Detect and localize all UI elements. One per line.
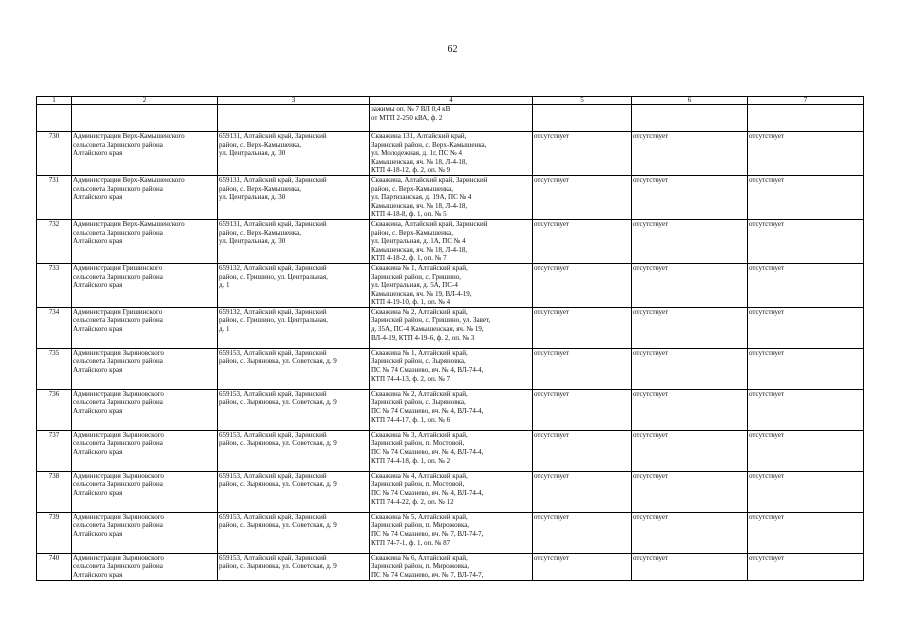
continuation-row xyxy=(37,105,864,132)
table-row xyxy=(37,263,864,307)
cell-col7: отсутствует xyxy=(748,307,864,348)
cell-object: Скважина № 2, Алтайский край, Заринский район, с. Зыряновка, ПС № 74 Смазнево, яч. № 4, ВЛ-74-4, КТП 74-4-17, ф. 1, оп. № 6 xyxy=(370,389,533,430)
cell-number: 734 xyxy=(37,307,72,348)
cell-address: 659153, Алтайский край, Заринский район, с. Зыряновка, ул. Советская, д. 9 xyxy=(218,553,370,580)
cell-col7: отсутствует xyxy=(748,263,864,307)
cell-owner: Администрация Зыряновского сельсовета Заринского района Алтайского края xyxy=(72,512,218,553)
cell-object: зажимы оп. № 7 ВЛ 0,4 кВ от МТП 2-250 кВА, ф. 2 xyxy=(370,105,533,132)
cell-number: 738 xyxy=(37,471,72,512)
cell-number: 731 xyxy=(37,175,72,219)
cell-col5 xyxy=(533,105,632,132)
cell-col5: отсутствует xyxy=(533,348,632,389)
table-row xyxy=(37,553,864,580)
table-row xyxy=(37,175,864,219)
cell-owner: Администрация Гришинского сельсовета Заринского района Алтайского края xyxy=(72,307,218,348)
cell-col5: отсутствует xyxy=(533,219,632,263)
column-header: 5 xyxy=(533,97,632,105)
table-row xyxy=(37,389,864,430)
header-row xyxy=(37,97,864,105)
cell-object: Скважина № 1, Алтайский край, Заринский район, с. Зыряновка, ПС № 74 Смазнево, яч. № 4, ВЛ-74-4, КТП 74-4-13, ф. 2, оп. № 7 xyxy=(370,348,533,389)
cell-col6: отсутствует xyxy=(632,219,748,263)
cell-col5: отсутствует xyxy=(533,430,632,471)
cell-object: Скважина № 6, Алтайский край, Заринский район, п. Мирожовка, ПС № 74 Смазнево, яч. № 7, ВЛ-74-7, xyxy=(370,553,533,580)
registry-table xyxy=(36,96,864,581)
cell-owner: Администрация Верх-Камышенского сельсовета Заринского района Алтайского края xyxy=(72,132,218,176)
cell-number: 732 xyxy=(37,219,72,263)
cell-col6: отсутствует xyxy=(632,307,748,348)
cell-address: 659153, Алтайский край, Заринский район, с. Зыряновка, ул. Советская, д. 9 xyxy=(218,389,370,430)
cell-col6: отсутствует xyxy=(632,175,748,219)
column-header: 1 xyxy=(37,97,72,105)
column-header: 2 xyxy=(72,97,218,105)
column-header: 4 xyxy=(370,97,533,105)
cell-col7: отсутствует xyxy=(748,132,864,176)
cell-col5: отсутствует xyxy=(533,175,632,219)
cell-col6: отсутствует xyxy=(632,348,748,389)
cell-object: Скважина № 3, Алтайский край, Заринский район, п. Мостовой, ПС № 74 Смазнево, яч. № 4, ВЛ-74-4, КТП 74-4-18, ф. 1, оп. № 2 xyxy=(370,430,533,471)
cell-address: 659131, Алтайский край, Заринский район, с. Верх-Камышенка, ул. Центральная, д. 30 xyxy=(218,175,370,219)
cell-owner: Администрация Зыряновского сельсовета Заринского района Алтайского края xyxy=(72,471,218,512)
cell-owner: Администрация Гришинского сельсовета Заринского района Алтайского края xyxy=(72,263,218,307)
cell-object: Скважина № 5, Алтайский край, Заринский район, п. Мирожовка, ПС № 74 Смазнево, яч. № 7, ВЛ-74-7, КТП 74-7-1, ф. 1, оп. № 87 xyxy=(370,512,533,553)
cell-owner: Администрация Зыряновского сельсовета Заринского района Алтайского края xyxy=(72,348,218,389)
cell-col5: отсутствует xyxy=(533,553,632,580)
cell-col7: отсутствует xyxy=(748,348,864,389)
cell-col7: отсутствует xyxy=(748,175,864,219)
cell-col5: отсутствует xyxy=(533,512,632,553)
cell-col7: отсутствует xyxy=(748,430,864,471)
cell-col6: отсутствует xyxy=(632,512,748,553)
cell-number: 739 xyxy=(37,512,72,553)
cell-col5: отсутствует xyxy=(533,132,632,176)
cell-col6: отсутствует xyxy=(632,430,748,471)
cell-owner: Администрация Верх-Камышенского сельсовета Заринского района Алтайского края xyxy=(72,219,218,263)
cell-object: Скважина № 2, Алтайский край, Заринский район, с. Гришино, ул. Завет, д. 35А, ПС-4 Камышенская, яч. № 19, ВЛ-4-19, КТП 4-19-6, ф. 2, оп. № 3 xyxy=(370,307,533,348)
table-row xyxy=(37,512,864,553)
cell-number: 735 xyxy=(37,348,72,389)
cell-owner: Администрация Зыряновского сельсовета Заринского района Алтайского края xyxy=(72,430,218,471)
cell-col6: отсутствует xyxy=(632,471,748,512)
cell-address: 659153, Алтайский край, Заринский район, с. Зыряновка, ул. Советская, д. 9 xyxy=(218,471,370,512)
cell-address: 659131, Алтайский край, Заринский район, с. Верх-Камышенка, ул. Центральная, д. 30 xyxy=(218,219,370,263)
column-header: 6 xyxy=(632,97,748,105)
cell-address: 659153, Алтайский край, Заринский район, с. Зыряновка, ул. Советская, д. 9 xyxy=(218,430,370,471)
cell-address: 659132, Алтайский край, Заринский район, с. Гришино, ул. Центральная, д. 1 xyxy=(218,263,370,307)
table-row xyxy=(37,430,864,471)
cell-number: 737 xyxy=(37,430,72,471)
table-row xyxy=(37,471,864,512)
cell-address: 659131, Алтайский край, Заринский район, с. Верх-Камышенка, ул. Центральная, д. 30 xyxy=(218,132,370,176)
cell-col7: отсутствует xyxy=(748,471,864,512)
cell-col5: отсутствует xyxy=(533,471,632,512)
cell-col5: отсутствует xyxy=(533,307,632,348)
cell-address: 659132, Алтайский край, Заринский район, с. Гришино, ул. Центральная, д. 1 xyxy=(218,307,370,348)
cell-col5: отсутствует xyxy=(533,263,632,307)
cell-owner xyxy=(72,105,218,132)
cell-object: Скважина № 1, Алтайский край, Заринский район, с. Гришино, ул. Центральная, д. 5А, ПС-4 Камышенская, яч. № 19, ВЛ-4-19, КТП 4-19-10, ф. 1, оп. № 4 xyxy=(370,263,533,307)
cell-number: 736 xyxy=(37,389,72,430)
cell-col6: отсутствует xyxy=(632,553,748,580)
cell-number: 733 xyxy=(37,263,72,307)
cell-address: 659153, Алтайский край, Заринский район, с. Зыряновка, ул. Советская, д. 9 xyxy=(218,512,370,553)
cell-col5: отсутствует xyxy=(533,389,632,430)
cell-object: Скважина 131, Алтайский край, Заринский район, с. Верх-Камышенка, ул. Молодежная, д. 1г, ПС № 4 Камышенская, яч. № 18, Л-4-18, КТП 4-18-12, ф. 2, оп. № 9 xyxy=(370,132,533,176)
page-number: 62 xyxy=(447,44,458,55)
cell-number: 730 xyxy=(37,132,72,176)
cell-col6: отсутствует xyxy=(632,263,748,307)
cell-number: 740 xyxy=(37,553,72,580)
cell-col6 xyxy=(632,105,748,132)
cell-col7: отсутствует xyxy=(748,553,864,580)
table-row xyxy=(37,219,864,263)
column-header: 7 xyxy=(748,97,864,105)
cell-object: Скважина № 4, Алтайский край, Заринский район, п. Мостовой, ПС № 74 Смазнево, яч. № 4, ВЛ-74-4, КТП 74-4-22, ф. 2, оп. № 12 xyxy=(370,471,533,512)
cell-address xyxy=(218,105,370,132)
cell-owner: Администрация Зыряновского сельсовета Заринского района Алтайского края xyxy=(72,389,218,430)
cell-col7: отсутствует xyxy=(748,389,864,430)
cell-number xyxy=(37,105,72,132)
column-header: 3 xyxy=(218,97,370,105)
cell-col7: отсутствует xyxy=(748,512,864,553)
cell-object: Скважина, Алтайский край, Заринский район, с. Верх-Камышенка, ул. Партизанская, д. 19А, ПС № 4 Камышенская, яч. № 18, Л-4-18, КТП 4-18-8, ф. 1, оп. № 5 xyxy=(370,175,533,219)
cell-col6: отсутствует xyxy=(632,132,748,176)
table-row xyxy=(37,132,864,176)
table-row xyxy=(37,348,864,389)
cell-col7: отсутствует xyxy=(748,219,864,263)
cell-address: 659153, Алтайский край, Заринский район, с. Зыряновка, ул. Советская, д. 9 xyxy=(218,348,370,389)
cell-owner: Администрация Верх-Камышенского сельсовета Заринского района Алтайского края xyxy=(72,175,218,219)
table-row xyxy=(37,307,864,348)
cell-owner: Администрация Зыряновского сельсовета Заринского района Алтайского края xyxy=(72,553,218,580)
cell-object: Скважина, Алтайский край, Заринский район, с. Верх-Камышенка, ул. Центральная, д. 1А, ПС № 4 Камышенская, яч. № 18, Л-4-18, КТП 4-18-2, ф. 1, оп. № 7 xyxy=(370,219,533,263)
cell-col7 xyxy=(748,105,864,132)
cell-col6: отсутствует xyxy=(632,389,748,430)
